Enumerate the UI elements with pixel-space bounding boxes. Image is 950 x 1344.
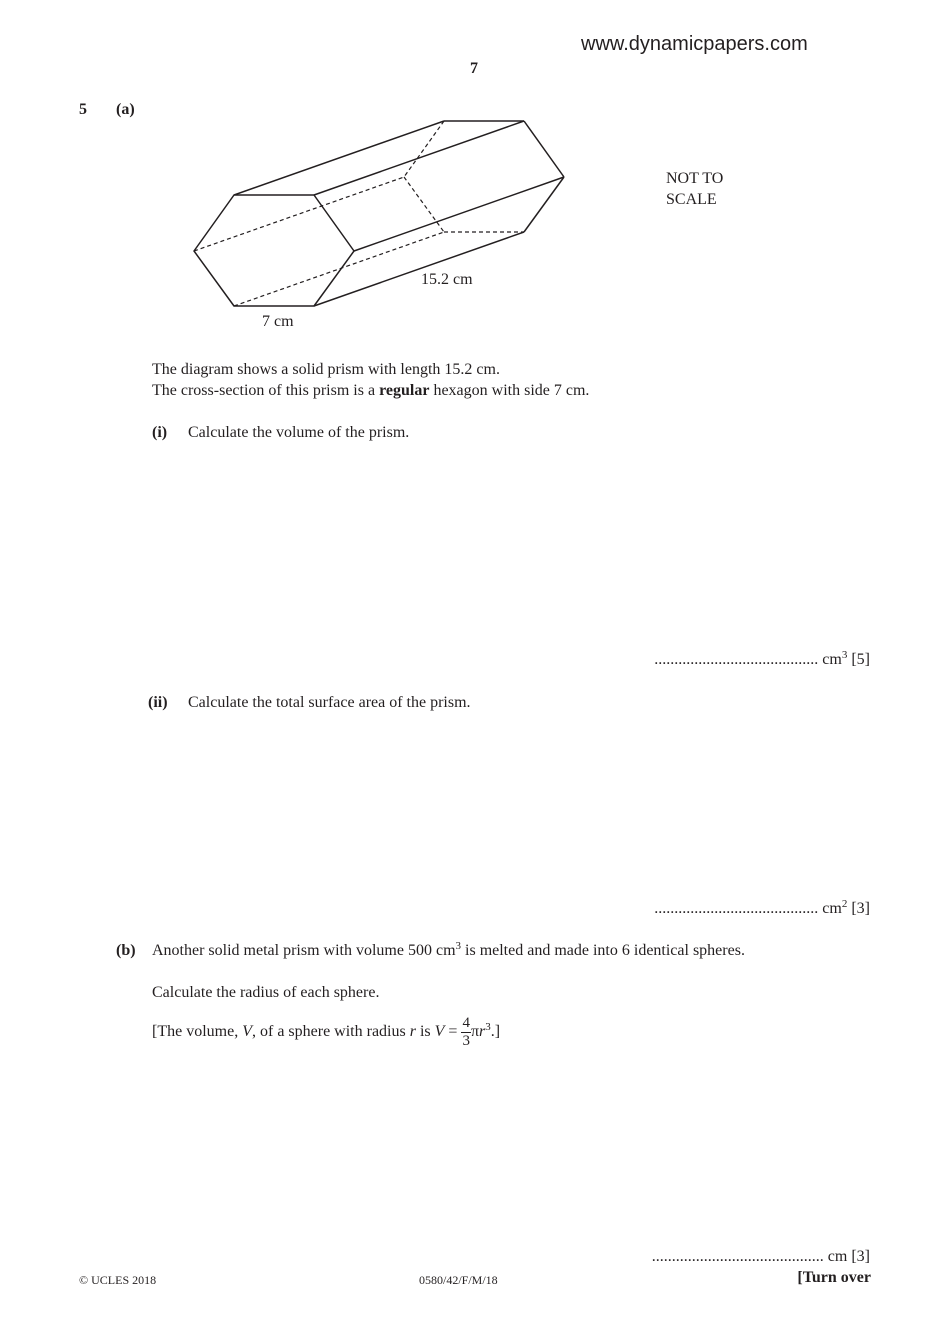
part-ii-label: (ii) — [148, 694, 168, 711]
website-url: www.dynamicpapers.com — [581, 33, 808, 55]
part-i-text: Calculate the volume of the prism. — [188, 424, 410, 441]
part-ii-text: Calculate the total surface area of the prism. — [188, 694, 471, 711]
intro-line-2: The cross-section of this prism is a regular hexagon with side 7 cm. — [152, 382, 590, 399]
side-label: 7 cm — [262, 313, 294, 330]
hidden-edge-bottom — [234, 232, 444, 306]
edge-top — [234, 121, 444, 195]
paper-code: 0580/42/F/M/18 — [419, 1273, 498, 1287]
part-a-label: (a) — [116, 101, 135, 118]
page-number: 7 — [470, 60, 478, 77]
part-b-label: (b) — [116, 942, 136, 959]
part-b-text: Another solid metal prism with volume 500 $cm^3$ is melted and made into 6 identical spheres. — [152, 940, 745, 959]
back-edge-upper-right — [524, 121, 564, 177]
answer-line-b[interactable]: ........................................... cm [3] — [651, 1248, 870, 1265]
front-hexagon-face — [194, 195, 354, 306]
answer-line-i[interactable]: ......................................... $cm^3$ [5] — [654, 649, 870, 668]
not-to-scale-line2: SCALE — [666, 191, 717, 208]
four-thirds-fraction: $\frac{4}{3}$ — [462, 1015, 470, 1049]
hidden-back-lower-left — [404, 177, 444, 232]
sphere-volume-formula: [The volume, V, of a sphere with radius r is V = $\frac{4}{3}$ $\pi r^3$.] — [152, 1015, 501, 1049]
back-edge-lower-right — [524, 177, 564, 232]
hidden-edge-left — [194, 177, 404, 251]
edge-right — [354, 177, 564, 251]
edge-top-right — [314, 121, 524, 195]
hidden-back-upper-left — [404, 121, 444, 177]
copyright: © UCLES 2018 — [79, 1273, 157, 1287]
edge-bottom-right — [314, 232, 524, 306]
regular-emphasis: regular — [379, 382, 430, 399]
length-label: 15.2 cm — [421, 271, 473, 288]
intro-line-1: The diagram shows a solid prism with length 15.2 cm. — [152, 361, 500, 378]
turn-over: [Turn over — [797, 1269, 871, 1286]
question-number: 5 — [79, 101, 87, 118]
part-b-instruction: Calculate the radius of each sphere. — [152, 984, 380, 1001]
part-i-label: (i) — [152, 424, 168, 441]
not-to-scale-line1: NOT TO — [666, 170, 724, 187]
hexagonal-prism-diagram — [0, 0, 950, 340]
answer-line-ii[interactable]: ......................................... $cm^2$ [3] — [654, 898, 870, 917]
